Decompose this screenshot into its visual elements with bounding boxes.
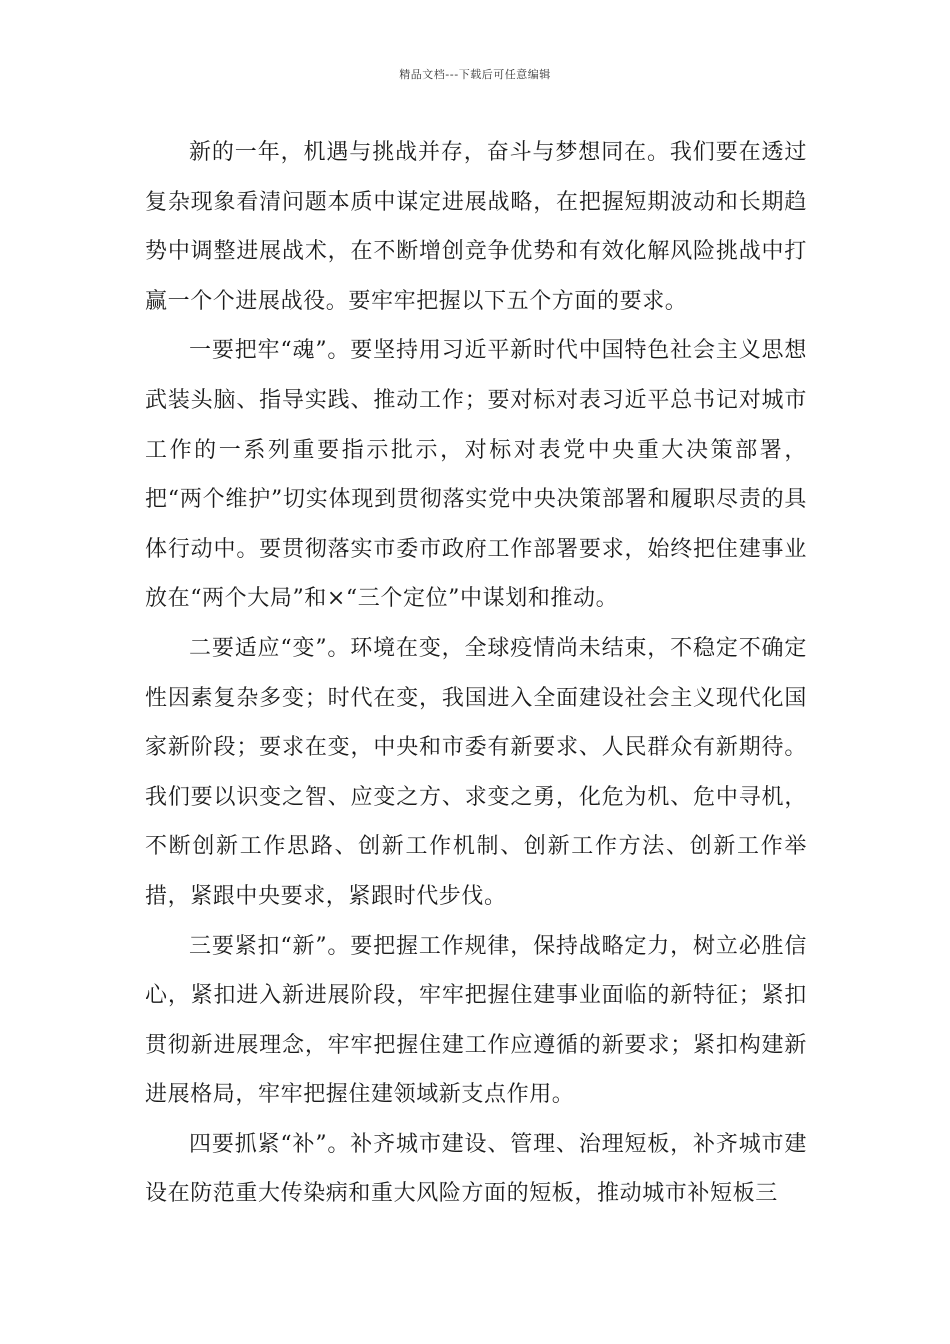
document-body: [145, 128, 807, 1219]
paragraph-supplement: 四要抓紧“补”。补齐城市建设、管理、治理短板，补齐城市建设在防范重大传染病和重大风险方面的短板，推动城市补短板三: [145, 1131, 807, 1207]
paragraph-change: 二要适应“变”。环境在变，全球疫情尚未结束，不稳定不确定性因素复杂多变；时代在变，我国进入全面建设社会主义现代化国家新阶段；要求在变，中央和市委有新要求、人民群众有新期待。我们要以识变之智、应变之方、求变之勇，化危为机、危中寻机，不断创新工作思路、创新工作机制、创新工作方法、创新工作举措，紧跟中央要求，紧跟时代步伐。: [145, 635, 807, 909]
paragraph-soul: 一要把牢“魂”。要坚持用习近平新时代中国特色社会主义思想武装头脑、指导实践、推动工作；要对标对表习近平总书记对城市工作的一系列重要指示批示，对标对表党中央重大决策部署，把“两个维护”切实体现到贯彻落实党中央决策部署和履职尽责的具体行动中。要贯彻落实市委市政府工作部署要求，始终把住建事业放在“两个大局”和×“三个定位”中谋划和推动。: [145, 338, 807, 612]
paragraph-intro: 新的一年，机遇与挑战并存，奋斗与梦想同在。我们要在透过复杂现象看清问题本质中谋定进展战略，在把握短期波动和长期趋势中调整进展战术，在不断增创竞争优势和有效化解风险挑战中打赢一个个进展战役。要牢牢把握以下五个方面的要求。: [145, 140, 807, 314]
paragraph-new: 三要紧扣“新”。要把握工作规律，保持战略定力，树立必胜信心，紧扣进入新进展阶段，牢牢把握住建事业面临的新特征；紧扣贯彻新进展理念，牢牢把握住建工作应遵循的新要求；紧扣构建新进展格局，牢牢把握住建领域新支点作用。: [145, 933, 807, 1108]
page-header: 精品文档---下载后可任意编辑: [399, 68, 551, 81]
